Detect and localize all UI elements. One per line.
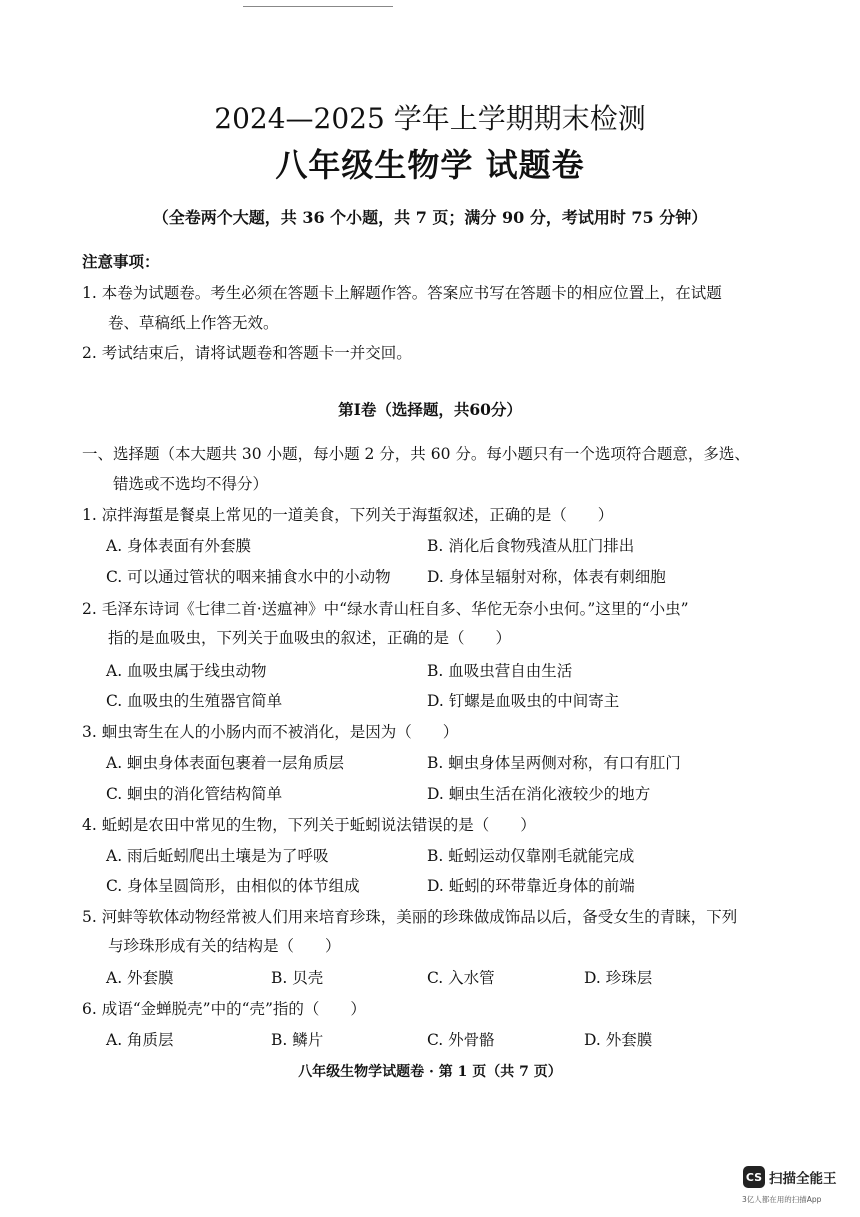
question-4-option-c: C. 身体呈圆筒形，由相似的体节组成 — [106, 877, 360, 895]
note-1-line-1: 1. 本卷为试题卷。考生必须在答题卡上解题作答。答案应书写在答题卡的相应位置上，在试题 — [82, 284, 722, 302]
note-2: 2. 考试结束后，请将试题卷和答题卡一并交回。 — [82, 344, 412, 362]
question-2-option-d: D. 钉螺是血吸虫的中间寄主 — [427, 692, 620, 710]
question-3-option-d: D. 蛔虫生活在消化液较少的地方 — [427, 785, 651, 803]
section-intro-line-1: 一、选择题（本大题共 30 小题，每小题 2 分，共 60 分。每小题只有一个选项符合题意，多选、 — [82, 445, 750, 463]
question-3-option-b: B. 蛔虫身体呈两侧对称，有口有肛门 — [427, 754, 681, 772]
page-footer: 八年级生物学试题卷 · 第 1 页（共 7 页） — [298, 1064, 562, 1080]
question-4-option-d: D. 蚯蚓的环带靠近身体的前端 — [427, 877, 635, 895]
question-4-option-a: A. 雨后蚯蚓爬出土壤是为了呼吸 — [106, 847, 329, 865]
question-1-option-a: A. 身体表面有外套膜 — [106, 537, 252, 555]
question-6-stem: 6. 成语“金蝉脱壳”中的“壳”指的（ ） — [82, 1000, 366, 1018]
question-4-stem: 4. 蚯蚓是农田中常见的生物，下列关于蚯蚓说法错误的是（ ） — [82, 816, 536, 834]
section-intro-line-2: 错选或不选均不得分） — [113, 475, 269, 493]
question-2-option-a: A. 血吸虫属于线虫动物 — [106, 662, 267, 680]
exam-info: （全卷两个大题，共 36 个小题，共 7 页；满分 90 分，考试用时 75 分钟） — [152, 208, 708, 227]
question-2-option-c: C. 血吸虫的生殖器官简单 — [106, 692, 283, 710]
scan-edge-line — [243, 6, 393, 7]
question-2-option-b: B. 血吸虫营自由生活 — [427, 662, 573, 680]
question-1-stem: 1. 凉拌海蜇是餐桌上常见的一道美食，下列关于海蜇叙述，正确的是（ ） — [82, 506, 614, 524]
question-6-option-b: B. 鳞片 — [271, 1031, 324, 1049]
question-5-option-c: C. 入水管 — [427, 969, 495, 987]
question-6-option-d: D. 外套膜 — [584, 1031, 653, 1049]
note-1-line-2: 卷、草稿纸上作答无效。 — [108, 314, 279, 332]
question-3-option-c: C. 蛔虫的消化管结构简单 — [106, 785, 283, 803]
question-5-stem-line-1: 5. 河蚌等软体动物经常被人们用来培育珍珠，美丽的珍珠做成饰品以后，备受女生的青睐，下列 — [82, 908, 738, 926]
exam-title: 八年级生物学 试题卷 — [275, 146, 585, 184]
question-4-option-b: B. 蚯蚓运动仅靠刚毛就能完成 — [427, 847, 635, 865]
question-2-stem-line-2: 指的是血吸虫，下列关于血吸虫的叙述，正确的是（ ） — [108, 629, 512, 647]
question-6-option-a: A. 角质层 — [106, 1031, 174, 1049]
question-1-option-b: B. 消化后食物残渣从肛门排出 — [427, 537, 635, 555]
scanner-watermark — [743, 1166, 837, 1188]
question-5-option-b: B. 贝壳 — [271, 969, 324, 987]
notes-heading: 注意事项： — [82, 252, 160, 271]
question-5-option-a: A. 外套膜 — [106, 969, 174, 987]
question-1-option-c: C. 可以通过管状的咽来捕食水中的小动物 — [106, 568, 391, 586]
question-1-option-d: D. 身体呈辐射对称，体表有刺细胞 — [427, 568, 666, 586]
watermark-subtitle: 3亿人都在用的扫描App — [742, 1195, 822, 1204]
camscanner-icon: CS — [743, 1166, 765, 1188]
section-title: 第Ⅰ卷（选择题，共60分） — [338, 400, 522, 419]
question-3-option-a: A. 蛔虫身体表面包裹着一层角质层 — [106, 754, 345, 772]
question-6-option-c: C. 外骨骼 — [427, 1031, 495, 1049]
question-3-stem: 3. 蛔虫寄生在人的小肠内而不被消化，是因为（ ） — [82, 723, 459, 741]
exam-title-year: 2024—2025 学年上学期期末检测 — [214, 102, 646, 135]
question-5-stem-line-2: 与珍珠形成有关的结构是（ ） — [108, 937, 341, 955]
watermark-name: 扫描全能王 — [769, 1171, 837, 1187]
question-2-stem-line-1: 2. 毛泽东诗词《七律二首·送瘟神》中“绿水青山枉自多、华佗无奈小虫何。”这里的“小虫” — [82, 600, 689, 618]
question-5-option-d: D. 珍珠层 — [584, 969, 653, 987]
